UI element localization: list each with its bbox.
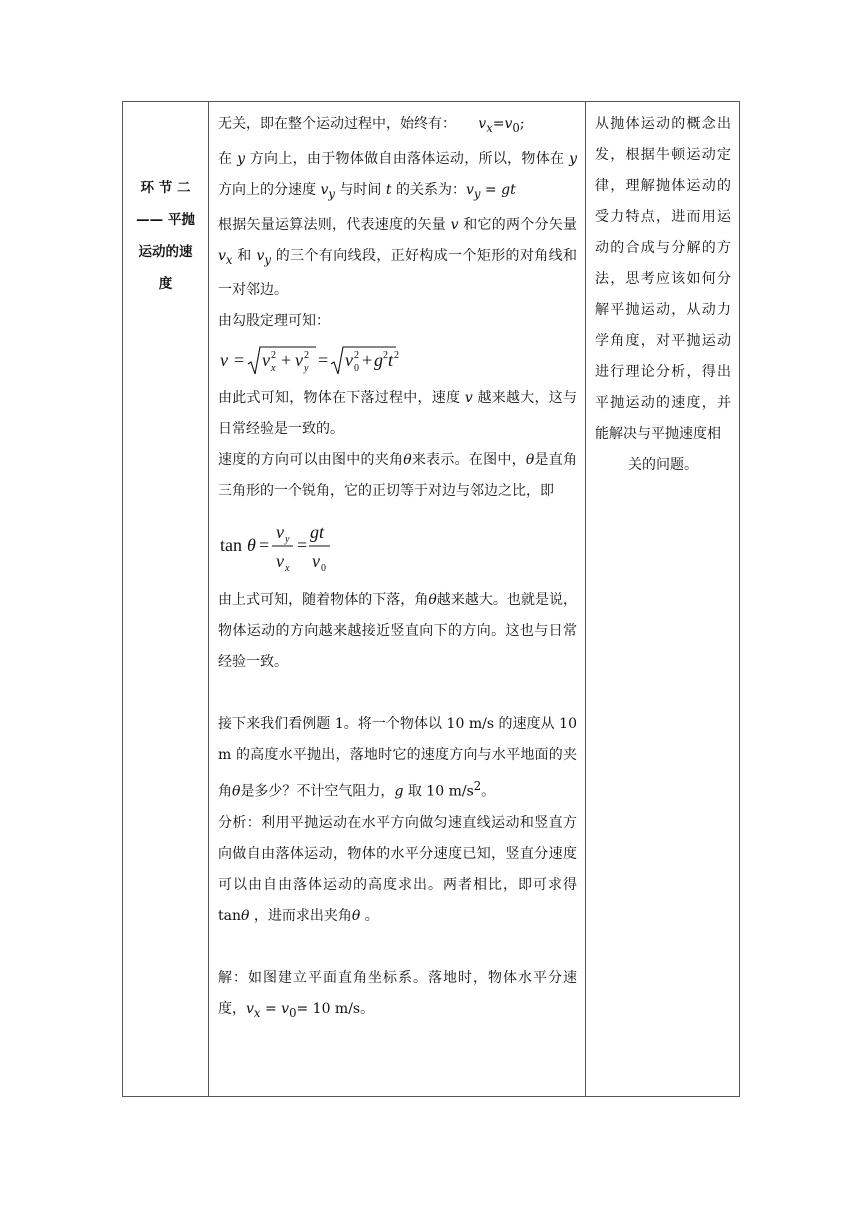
paragraph: 无关，即在整个运动过程中，始终有： $v_x=v_0$; bbox=[218, 116, 525, 135]
paragraph: 分析：利用平抛运动在水平方向做匀速直线运动和竖直方向做自由落体运动，物体的水平分速度已知，竖直分速度可以由自由落体运动的高度求出。两者相比，即可求得 tanθ ，进而求出夹角θ 。 bbox=[218, 815, 577, 925]
table-row bbox=[123, 102, 740, 1097]
lesson-table bbox=[122, 101, 740, 1097]
tangent-formula bbox=[218, 517, 577, 575]
stage-label: 环 节 二 bbox=[140, 180, 191, 196]
paragraph: 解：如图建立平面直角坐标系。落地时，物体水平分速度，$v_x = v_0= 10$ m/s。 bbox=[218, 970, 577, 1020]
svg-text:v: v bbox=[220, 350, 228, 371]
velocity-formula-svg bbox=[218, 341, 408, 381]
design-intent-text: 从抛体运动的概念出发，根据牛顿运动定律，理解抛体运动的受力特点，进而用运动的合成与分解的方法，思考应该如何分解平抛运动，从动力学角度，对平抛运动进行理论分析，得出平抛运动的速度，并能解决与平抛速度相 bbox=[595, 116, 731, 442]
tangent-formula-svg bbox=[218, 517, 348, 575]
svg-text:0: 0 bbox=[321, 563, 326, 575]
paragraph: 由勾股定理可知： bbox=[218, 313, 330, 330]
design-intent-cell bbox=[586, 102, 740, 1097]
svg-text:v: v bbox=[295, 350, 303, 371]
spacer bbox=[218, 932, 577, 963]
svg-text:v: v bbox=[345, 350, 353, 371]
svg-text:t: t bbox=[388, 350, 394, 371]
svg-text:2: 2 bbox=[394, 350, 399, 362]
svg-text:gt: gt bbox=[310, 522, 325, 543]
svg-text:x: x bbox=[285, 563, 290, 575]
paragraph: 由上式可知，随着物体的下落，角θ越来越大。也就是说，物体运动的方向越来越接近竖直向下的方向。这也与日常经验一致。 bbox=[218, 592, 578, 671]
spacer bbox=[218, 678, 577, 709]
paragraph: 速度的方向可以由图中的夹角θ来表示。在图中，θ是直角三角形的一个锐角，它的正切等于对边与邻边之比，即 bbox=[218, 452, 578, 500]
svg-text:2: 2 bbox=[354, 350, 359, 362]
stage-label: 运动的速 bbox=[138, 244, 193, 260]
svg-text:0: 0 bbox=[354, 363, 359, 375]
svg-text:2: 2 bbox=[383, 350, 388, 362]
svg-text:2: 2 bbox=[271, 350, 276, 362]
svg-text:x: x bbox=[271, 363, 276, 375]
svg-text:θ: θ bbox=[247, 535, 256, 556]
svg-text:y: y bbox=[304, 363, 309, 375]
stage-label: —— 平抛 bbox=[136, 212, 195, 228]
svg-text:=: = bbox=[318, 350, 329, 371]
paragraph: 根据矢量运算法则，代表速度的矢量 v 和它的两个分矢量 $v_x$ 和 $v_y$ 的三个有向线段，正好构成一个矩形的对角线和一对邻边。 bbox=[218, 216, 578, 299]
svg-text:g: g bbox=[374, 350, 383, 371]
svg-text:=: = bbox=[259, 535, 270, 556]
content-cell bbox=[209, 102, 586, 1097]
svg-text:=: = bbox=[297, 535, 308, 556]
velocity-formula bbox=[218, 341, 577, 381]
paragraph: 由此式可知，物体在下落过程中，速度 v 越来越大，这与日常经验是一致的。 bbox=[218, 390, 578, 438]
svg-text:v: v bbox=[262, 350, 270, 371]
svg-text:+: + bbox=[362, 350, 373, 371]
design-intent-text: 关的问题。 bbox=[628, 457, 698, 473]
svg-text:v: v bbox=[276, 551, 284, 572]
paragraph: 接下来我们看例题 1。将一个物体以 10 m/s 的速度从 10 m 的高度水平抛出，落地时它的速度方向与水平地面的夹角θ是多少？不计空气阻力，g 取 10 $m/s^2$。 bbox=[218, 716, 577, 801]
stage-label: 度 bbox=[158, 276, 173, 292]
svg-text:v: v bbox=[276, 522, 284, 543]
svg-text:2: 2 bbox=[304, 350, 309, 362]
stage-cell bbox=[123, 102, 209, 1097]
svg-text:v: v bbox=[312, 551, 320, 572]
svg-text:tan: tan bbox=[220, 535, 242, 556]
svg-text:+: + bbox=[281, 350, 292, 371]
paragraph: 在 y 方向上，由于物体做自由落体运动，所以，物体在 y 方向上的分速度 $v_y$ 与时间 t 的关系为：$v_y$ = gt bbox=[218, 150, 578, 201]
svg-text:=: = bbox=[234, 350, 245, 371]
svg-text:y: y bbox=[285, 534, 290, 546]
